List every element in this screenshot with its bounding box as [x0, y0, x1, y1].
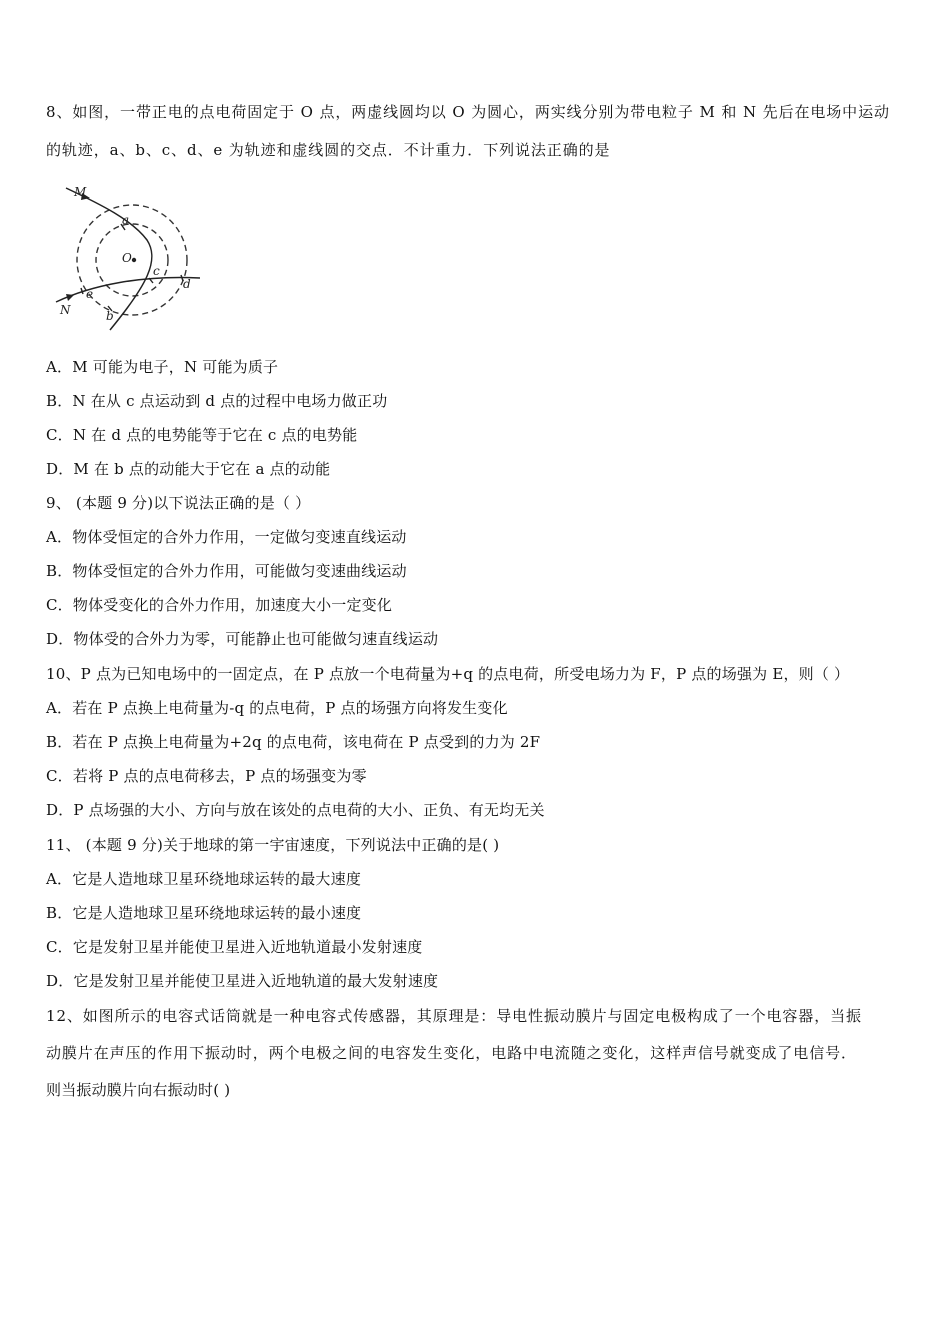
q8-option-a: A．M 可能为电子，N 可能为质子: [46, 358, 279, 376]
q8-stem-line-1: 8、如图，一带正电的点电荷固定于 O 点，两虚线圆均以 O 为圆心，两实线分别为带电粒子 M 和 N 先后在电场中运动: [46, 103, 890, 121]
q11-option-a: A．它是人造地球卫星环绕地球运转的最大速度: [46, 870, 362, 888]
label-m: M: [74, 185, 87, 199]
field-diagram-svg: [52, 180, 212, 340]
q8-stem-line-2: 的轨迹，a、b、c、d、e 为轨迹和虚线圆的交点．不计重力．下列说法正确的是: [46, 141, 611, 159]
q8-field-trajectory-figure: [52, 180, 212, 340]
point-e-mark: [81, 288, 83, 294]
q10-option-b: B．若在 P 点换上电荷量为+2q 的点电荷，该电荷在 P 点受到的力为 2F: [46, 733, 541, 751]
center-point: [132, 258, 136, 262]
q12-stem-line-2: 动膜片在声压的作用下振动时，两个电极之间的电容发生变化，电路中电流随之变化，这样声信号就变成了电信号．: [46, 1044, 857, 1062]
q9-stem: 9、 (本题 9 分)以下说法正确的是（ ）: [46, 494, 311, 512]
label-c: c: [153, 264, 160, 278]
q9-option-c: C．物体受变化的合外力作用，加速度大小一定变化: [46, 596, 393, 614]
q11-stem: 11、 (本题 9 分)关于地球的第一宇宙速度，下列说法中正确的是( ): [46, 836, 500, 854]
label-a: a: [122, 213, 130, 227]
label-d: d: [183, 277, 191, 291]
q8-option-c: C．N 在 d 点的电势能等于它在 c 点的电势能: [46, 426, 358, 444]
q10-option-c: C．若将 P 点的点电荷移去，P 点的场强变为零: [46, 767, 367, 785]
label-n: N: [60, 303, 71, 317]
q9-option-b: B．物体受恒定的合外力作用，可能做匀变速曲线运动: [46, 562, 407, 580]
q8-option-b: B．N 在从 c 点运动到 d 点的过程中电场力做正功: [46, 392, 388, 410]
q9-option-d: D．物体受的合外力为零，可能静止也可能做匀速直线运动: [46, 630, 439, 648]
q8-option-d: D．M 在 b 点的动能大于它在 a 点的动能: [46, 460, 331, 478]
q10-stem: 10、P 点为已知电场中的一固定点，在 P 点放一个电荷量为+q 的点电荷，所受电场力为 F，P 点的场强为 E，则（ ）: [46, 665, 850, 683]
q10-option-d: D．P 点场强的大小、方向与放在该处的点电荷的大小、正负、有无均无关: [46, 801, 545, 819]
label-o: O: [122, 251, 132, 265]
label-b: b: [106, 309, 114, 323]
q9-option-a: A．物体受恒定的合外力作用，一定做匀变速直线运动: [46, 528, 407, 546]
q12-stem-line-1: 12、如图所示的电容式话筒就是一种电容式传感器，其原理是：导电性振动膜片与固定电极构成了一个电容器，当振: [46, 1007, 862, 1025]
arrow-n-icon: [66, 294, 74, 301]
q10-option-a: A．若在 P 点换上电荷量为-q 的点电荷，P 点的场强方向将发生变化: [46, 699, 508, 717]
label-e: e: [86, 287, 94, 301]
q11-option-d: D．它是发射卫星并能使卫星进入近地轨道的最大发射速度: [46, 972, 439, 990]
q12-stem-line-3: 则当振动膜片向右振动时( ): [46, 1081, 231, 1099]
q11-option-b: B．它是人造地球卫星环绕地球运转的最小速度: [46, 904, 362, 922]
q11-option-c: C．它是发射卫星并能使卫星进入近地轨道最小发射速度: [46, 938, 423, 956]
